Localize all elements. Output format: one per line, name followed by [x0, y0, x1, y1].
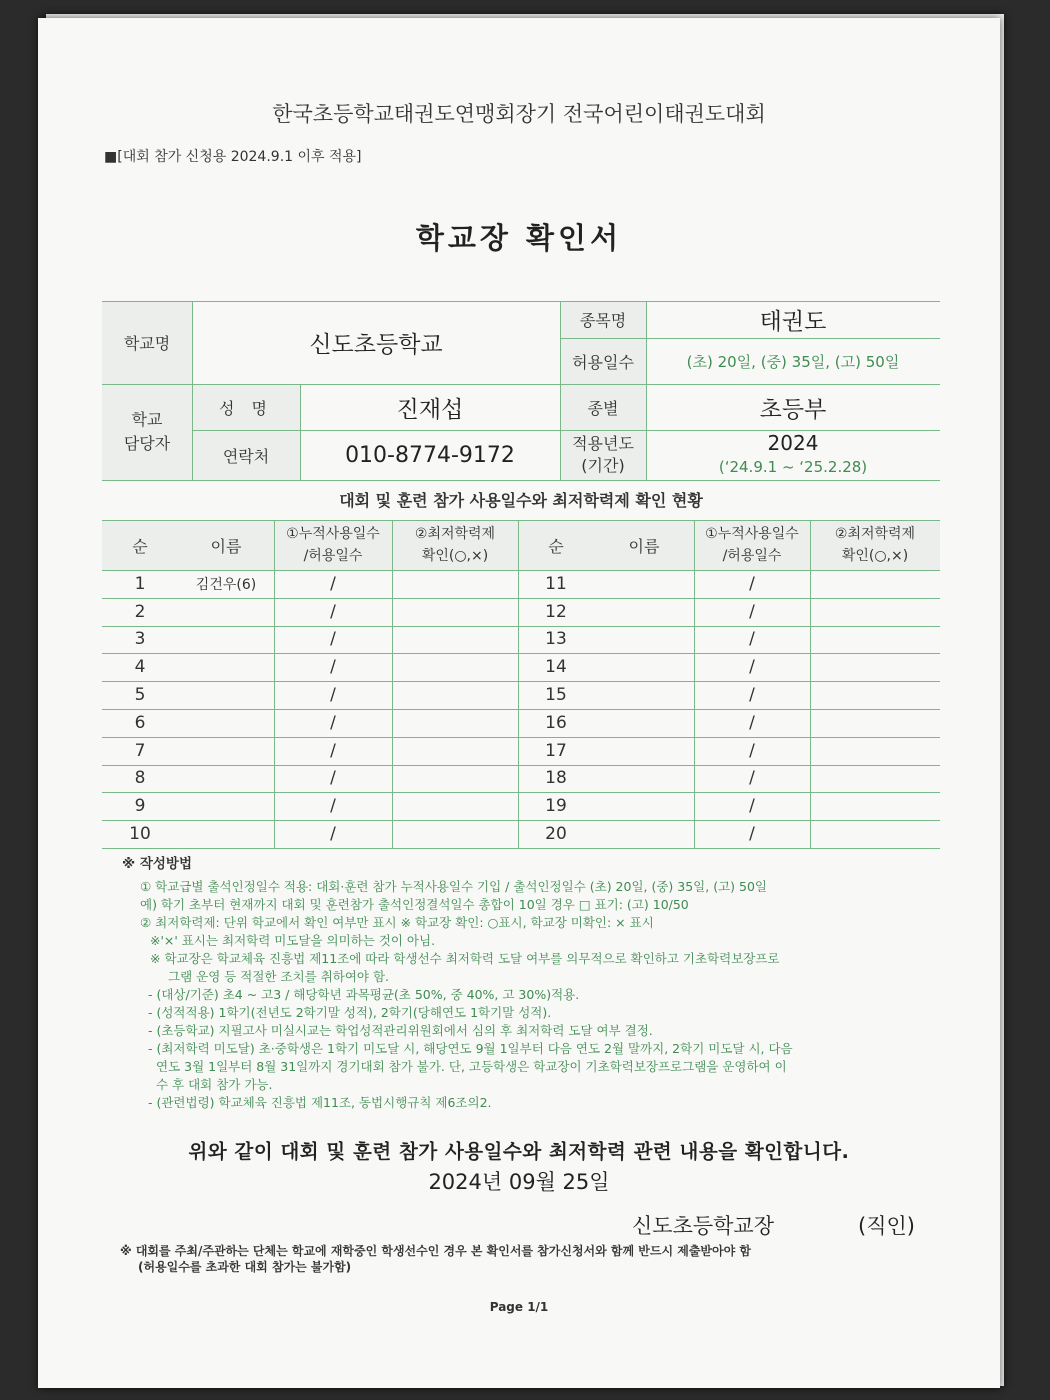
- cell-academic: [810, 598, 940, 626]
- col-academic-right: ②최저학력제 확인(○,×): [834, 526, 916, 564]
- instruction-line: ※ 학교장은 학교체육 진흥법 제11조에 따라 학생선수 최저학력 도달 여부를 의무적으로 확인하고 기초학력보장프로: [150, 951, 780, 966]
- cell-name: [594, 626, 694, 654]
- cell-academic: [392, 737, 518, 765]
- document-page: [38, 18, 1000, 1388]
- cell-name: 김건우(6): [195, 576, 257, 593]
- school-name-label: 학교명: [123, 334, 171, 353]
- cell-no: 15: [545, 685, 567, 706]
- cell-name: [594, 653, 694, 681]
- cell-name: [594, 765, 694, 793]
- cell-no: 3: [134, 629, 146, 650]
- cell-no: 1: [134, 573, 146, 594]
- year-value: 2024 (‘24.9.1 ~ ‘25.2.28): [718, 431, 868, 476]
- instruction-line: 수 후 대회 참가 가능.: [156, 1077, 273, 1092]
- status-title: 대회 및 훈련 참가 사용일수와 최저학력제 확인 현황: [339, 490, 703, 510]
- cell-no: 12: [545, 601, 567, 622]
- cell-academic: [810, 765, 940, 793]
- school-name-value: 신도초등학교: [309, 332, 443, 358]
- instruction-line: - (성적적용) 1학기(전년도 2학기말 성적), 2학기(당해연도 1학기말 성적).: [148, 1005, 552, 1020]
- cell-no: 8: [134, 768, 146, 789]
- cell-academic: [392, 598, 518, 626]
- document-title: 학교장 확인서: [415, 221, 623, 255]
- cell-name: [594, 681, 694, 709]
- cell-no: 18: [545, 768, 567, 789]
- cell-days: /: [330, 657, 336, 678]
- cell-no: 17: [545, 740, 567, 761]
- cell-days: /: [330, 629, 336, 650]
- organization-title: 한국초등학교태권도연맹회장기 전국어린이태권도대회: [272, 102, 766, 126]
- sport-value: 태권도: [759, 309, 827, 335]
- cell-no: 13: [545, 629, 567, 650]
- cell-academic: [810, 570, 940, 598]
- phone-value: 010-8774-9172: [345, 442, 515, 468]
- cell-name: [178, 792, 274, 820]
- cell-name: [178, 737, 274, 765]
- cell-name: [594, 570, 694, 598]
- instruction-line: - (최저학력 미도달) 초·중학생은 1학기 미도달 시, 해당연도 9월 1일부터 다음 연도 2월 말까지, 2학기 미도달 시, 다음: [148, 1041, 793, 1056]
- name-value: 진재섭: [396, 396, 464, 423]
- instructions-title: ※ 작성방법: [122, 856, 192, 872]
- cell-no: 7: [134, 740, 146, 761]
- cell-academic: [392, 653, 518, 681]
- cell-academic: [392, 765, 518, 793]
- cell-no: 14: [545, 657, 567, 678]
- instruction-line: 예) 학기 초부터 현재까지 대회 및 훈련참가 출석인정결석일수 총합이 10일 경우 □ 표기: (고) 10/50: [140, 897, 689, 912]
- usage-note: ■[대회 참가 신청용 2024.9.1 이후 적용]: [104, 149, 362, 165]
- page-number: Page 1/1: [489, 1300, 549, 1314]
- cell-days: /: [330, 796, 336, 817]
- cell-days: /: [330, 712, 336, 733]
- cell-academic: [810, 820, 940, 848]
- cell-no: 11: [545, 573, 567, 594]
- cell-days: /: [749, 824, 755, 845]
- cell-days: /: [330, 601, 336, 622]
- cell-no: 5: [134, 685, 146, 706]
- cell-days: /: [749, 657, 755, 678]
- col-days-right: ①누적사용일수 /허용일수: [705, 526, 799, 564]
- footer-note: ※ 대회를 주최/주관하는 단체는 학교에 재학중인 학생선수인 경우 본 확인서를 참가신청서와 함께 반드시 제출받아야 함 (허용일수를 초과한 대회 참가는 불가함): [120, 1244, 751, 1274]
- cell-academic: [810, 681, 940, 709]
- cell-no: 16: [545, 712, 567, 733]
- cell-name: [178, 765, 274, 793]
- official-seal-label: (직인): [858, 1214, 915, 1238]
- category-value: 초등부: [759, 396, 827, 423]
- cell-no: 6: [134, 712, 146, 733]
- category-label: 종별: [587, 398, 619, 418]
- col-name-right: 이름: [628, 536, 660, 556]
- instruction-line: ※'×' 표시는 최저학력 미도달을 의미하는 것이 아님.: [150, 933, 436, 948]
- cell-name: [594, 737, 694, 765]
- cell-academic: [810, 792, 940, 820]
- cell-academic: [392, 792, 518, 820]
- cell-no: 20: [545, 824, 567, 845]
- confirmation-text: 위와 같이 대회 및 훈련 참가 사용일수와 최저학력 관련 내용을 확인합니다.: [188, 1140, 850, 1163]
- cell-days: /: [330, 824, 336, 845]
- cell-days: /: [330, 573, 336, 594]
- cell-academic: [392, 626, 518, 654]
- col-name-left: 이름: [210, 536, 242, 556]
- instruction-line: - (대상/기준) 초4 ~ 고3 / 해당학년 과목평균(초 50%, 중 40%, 고 30%)적용.: [148, 987, 580, 1002]
- cell-name: [594, 709, 694, 737]
- cell-days: /: [749, 712, 755, 733]
- cell-name: [178, 653, 274, 681]
- name-label: 성 명: [219, 398, 273, 418]
- instruction-line: - (관련법령) 학교체육 진흥법 제11조, 동법시행규칙 제6조의2.: [148, 1095, 492, 1110]
- allowed-days-value: (초) 20일, (중) 35일, (고) 50일: [686, 352, 900, 371]
- cell-name: [178, 820, 274, 848]
- cell-academic: [810, 709, 940, 737]
- cell-name: [178, 709, 274, 737]
- cell-no: 2: [134, 601, 146, 622]
- cell-days: /: [749, 768, 755, 789]
- sport-label: 종목명: [579, 311, 627, 330]
- cell-days: /: [749, 740, 755, 761]
- instruction-line: ② 최저학력제: 단위 학교에서 확인 여부만 표시 ※ 학교장 확인: ○표시, 학교장 미확인: × 표시: [140, 915, 654, 930]
- contact-person-label: 학교 담당자: [123, 410, 171, 453]
- cell-academic: [392, 709, 518, 737]
- cell-academic: [810, 737, 940, 765]
- cell-days: /: [749, 685, 755, 706]
- col-no-left: 순: [132, 536, 148, 556]
- cell-name: [178, 626, 274, 654]
- cell-no: 19: [545, 796, 567, 817]
- allowed-days-label: 허용일수: [572, 352, 634, 372]
- cell-days: /: [749, 573, 755, 594]
- col-no-right: 순: [548, 536, 564, 556]
- cell-days: /: [330, 685, 336, 706]
- cell-name: [594, 598, 694, 626]
- col-days-left: ①누적사용일수 /허용일수: [286, 526, 380, 564]
- phone-label: 연락처: [222, 446, 270, 466]
- cell-no: 10: [129, 824, 151, 845]
- cell-days: /: [749, 601, 755, 622]
- cell-days: /: [749, 796, 755, 817]
- cell-days: /: [330, 740, 336, 761]
- year-label: 적용년도 (기간): [572, 434, 634, 475]
- cell-academic: [392, 570, 518, 598]
- instruction-line: 연도 3월 1일부터 8월 31일까지 경기대회 참가 불가. 단, 고등학생은 학교장이 기초학력보장프로그램을 운영하여 이: [156, 1059, 787, 1074]
- cell-days: /: [330, 768, 336, 789]
- confirmation-date: 2024년 09월 25일: [428, 1170, 610, 1194]
- cell-name: [178, 598, 274, 626]
- cell-no: 4: [134, 657, 146, 678]
- instruction-line: 그램 운영 등 적절한 조치를 취하여야 함.: [168, 969, 390, 984]
- cell-name: [594, 792, 694, 820]
- cell-days: /: [749, 629, 755, 650]
- cell-academic: [810, 626, 940, 654]
- col-academic-left: ②최저학력제 확인(○,×): [414, 526, 496, 564]
- cell-academic: [810, 653, 940, 681]
- cell-name: [178, 681, 274, 709]
- instruction-line: - (초등학교) 지필고사 미실시교는 학업성적관리위원회에서 심의 후 최저학력 도달 여부 결정.: [148, 1023, 653, 1038]
- cell-academic: [392, 820, 518, 848]
- cell-academic: [392, 681, 518, 709]
- principal-signature: 신도초등학교장: [632, 1214, 775, 1238]
- cell-name: [594, 820, 694, 848]
- instruction-line: ① 학교급별 출석인정일수 적용: 대회·훈련 참가 누적사용일수 기입 / 출석인정일수 (초) 20일, (중) 35일, (고) 50일: [140, 879, 767, 894]
- cell-no: 9: [134, 796, 146, 817]
